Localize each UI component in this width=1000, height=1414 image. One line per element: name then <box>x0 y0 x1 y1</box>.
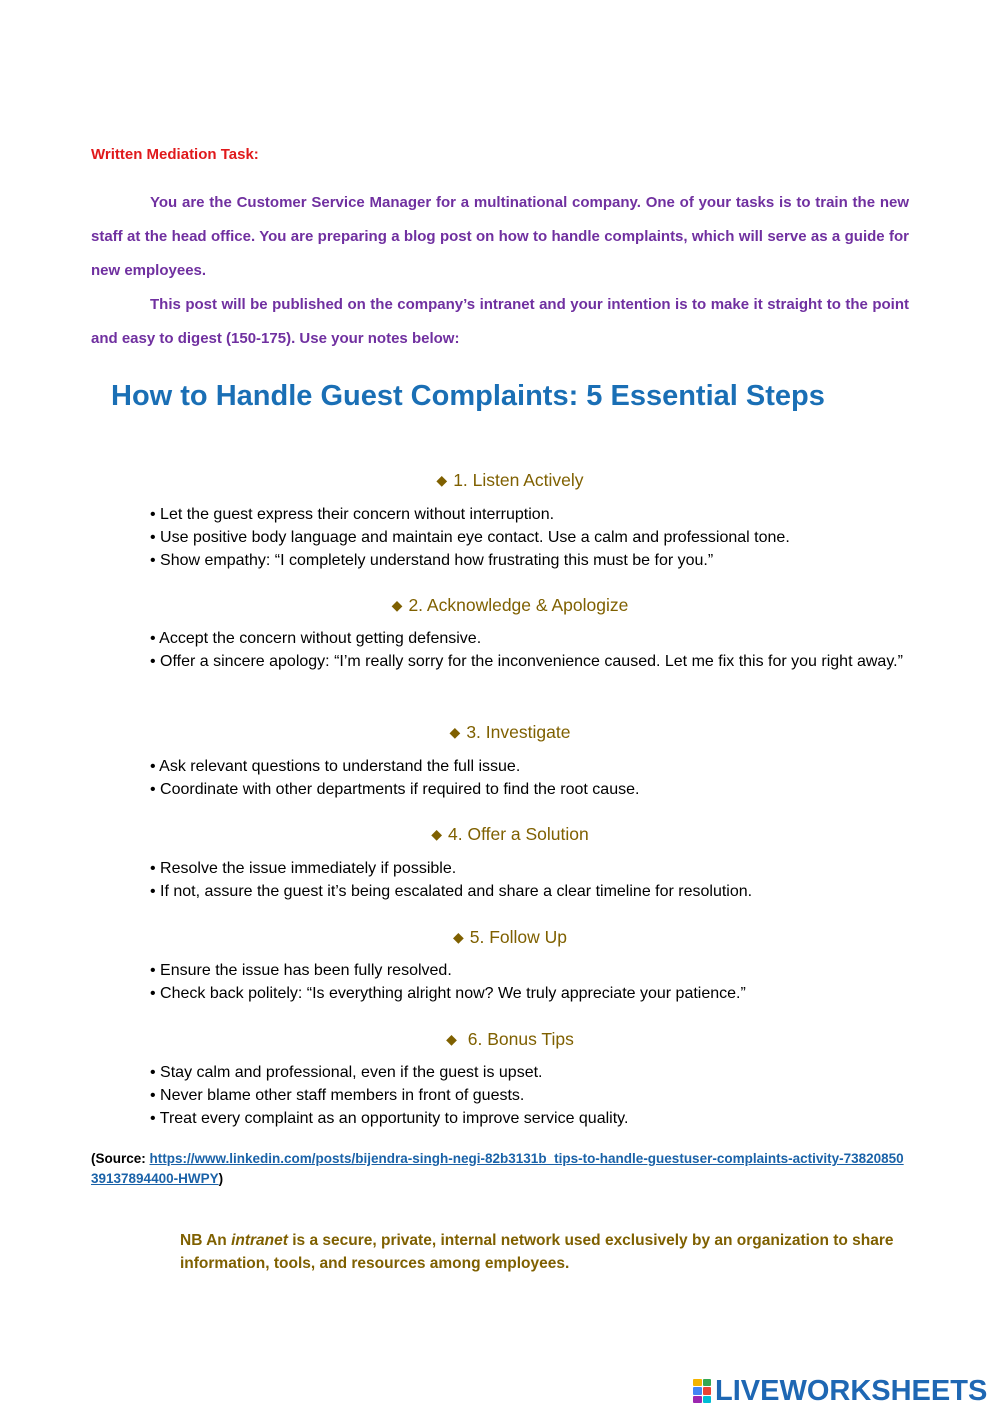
section-title-text: 6. Bonus Tips <box>462 1029 574 1049</box>
note-term: intranet <box>231 1232 288 1249</box>
list-item: • Use positive body language and maintain eye contact. Use a calm and professional tone. <box>150 529 790 546</box>
section-heading-acknowledge <box>150 595 870 616</box>
task-heading: Written Mediation Task: <box>91 146 259 163</box>
section-bullets-listen <box>150 503 910 572</box>
section-bullets-investigate <box>150 755 910 801</box>
section-bullets-follow-up <box>150 959 910 1005</box>
logo-text: LIVEWORKSHEETS <box>715 1374 988 1407</box>
task-paragraph: This post will be published on the company’s intranet and your intention is to make it straight to the point and easy to digest (150-175). Use your notes below: <box>91 296 909 347</box>
source-link[interactable]: https://www.linkedin.com/posts/bijendra-singh-negi-82b3131b_tips-to-handle-guestuser-complaints-activity-7382085039137894400-HWPY <box>91 1151 904 1186</box>
article-title: How to Handle Guest Complaints: 5 Essential Steps <box>111 380 825 412</box>
liveworksheets-logo <box>693 1376 987 1406</box>
task-instructions <box>91 186 909 356</box>
list-item: • Coordinate with other departments if required to find the root cause. <box>150 781 640 798</box>
note-prefix: NB An <box>180 1232 232 1249</box>
list-item: • Check back politely: “Is everything alright now? We truly appreciate your patience.” <box>150 985 746 1002</box>
logo-mark-icon <box>693 1379 711 1403</box>
list-item: • Offer a sincere apology: “I’m really sorry for the inconvenience caused. Let me fix this for you right away.” <box>150 653 903 670</box>
task-paragraph: You are the Customer Service Manager for a multinational company. One of your tasks is to train the new staff at the head office. You are preparing a blog post on how to handle complaints, which will serve as a guide for new employees. <box>91 194 909 279</box>
section-heading-follow-up <box>150 927 870 948</box>
section-title-text: 5. Follow Up <box>469 927 568 947</box>
list-item: • Treat every complaint as an opportunity to improve service quality. <box>150 1110 629 1127</box>
diamond-icon: ◆ <box>446 1031 457 1047</box>
section-title-text: 2. Acknowledge & Apologize <box>408 595 629 615</box>
intranet-note <box>180 1229 915 1275</box>
list-item: • If not, assure the guest it’s being escalated and share a clear timeline for resolution. <box>150 883 753 900</box>
section-heading-listen <box>150 470 870 491</box>
diamond-icon: ◆ <box>431 826 443 842</box>
section-bullets-solution <box>150 857 910 903</box>
list-item: • Stay calm and professional, even if the guest is upset. <box>150 1064 543 1081</box>
diamond-icon: ◆ <box>452 929 464 945</box>
note-definition: is a secure, private, internal network used exclusively by an organization to share information, tools, and resources among employees. <box>180 1232 894 1272</box>
list-item: • Accept the concern without getting defensive. <box>150 630 482 647</box>
diamond-icon: ◆ <box>449 724 461 740</box>
section-title-text: 4. Offer a Solution <box>448 824 589 844</box>
diamond-icon: ◆ <box>391 597 403 613</box>
section-bullets-bonus-tips <box>150 1061 910 1130</box>
source-citation <box>91 1149 911 1189</box>
list-item: • Show empathy: “I completely understand how frustrating this must be for you.” <box>150 552 714 569</box>
diamond-icon: ◆ <box>436 472 448 488</box>
list-item: • Never blame other staff members in front of guests. <box>150 1087 525 1104</box>
list-item: • Let the guest express their concern without interruption. <box>150 506 555 523</box>
list-item: • Ensure the issue has been fully resolved. <box>150 962 452 979</box>
source-label: (Source: <box>91 1151 150 1166</box>
section-bullets-acknowledge <box>150 627 910 673</box>
list-item: • Resolve the issue immediately if possible. <box>150 860 457 877</box>
section-title-text: 1. Listen Actively <box>453 470 584 490</box>
list-item: • Ask relevant questions to understand the full issue. <box>150 758 521 775</box>
section-title-text: 3. Investigate <box>466 722 571 742</box>
section-heading-solution <box>150 824 870 845</box>
source-close: ) <box>218 1171 224 1186</box>
section-heading-bonus-tips <box>150 1029 870 1050</box>
section-heading-investigate <box>150 722 870 743</box>
